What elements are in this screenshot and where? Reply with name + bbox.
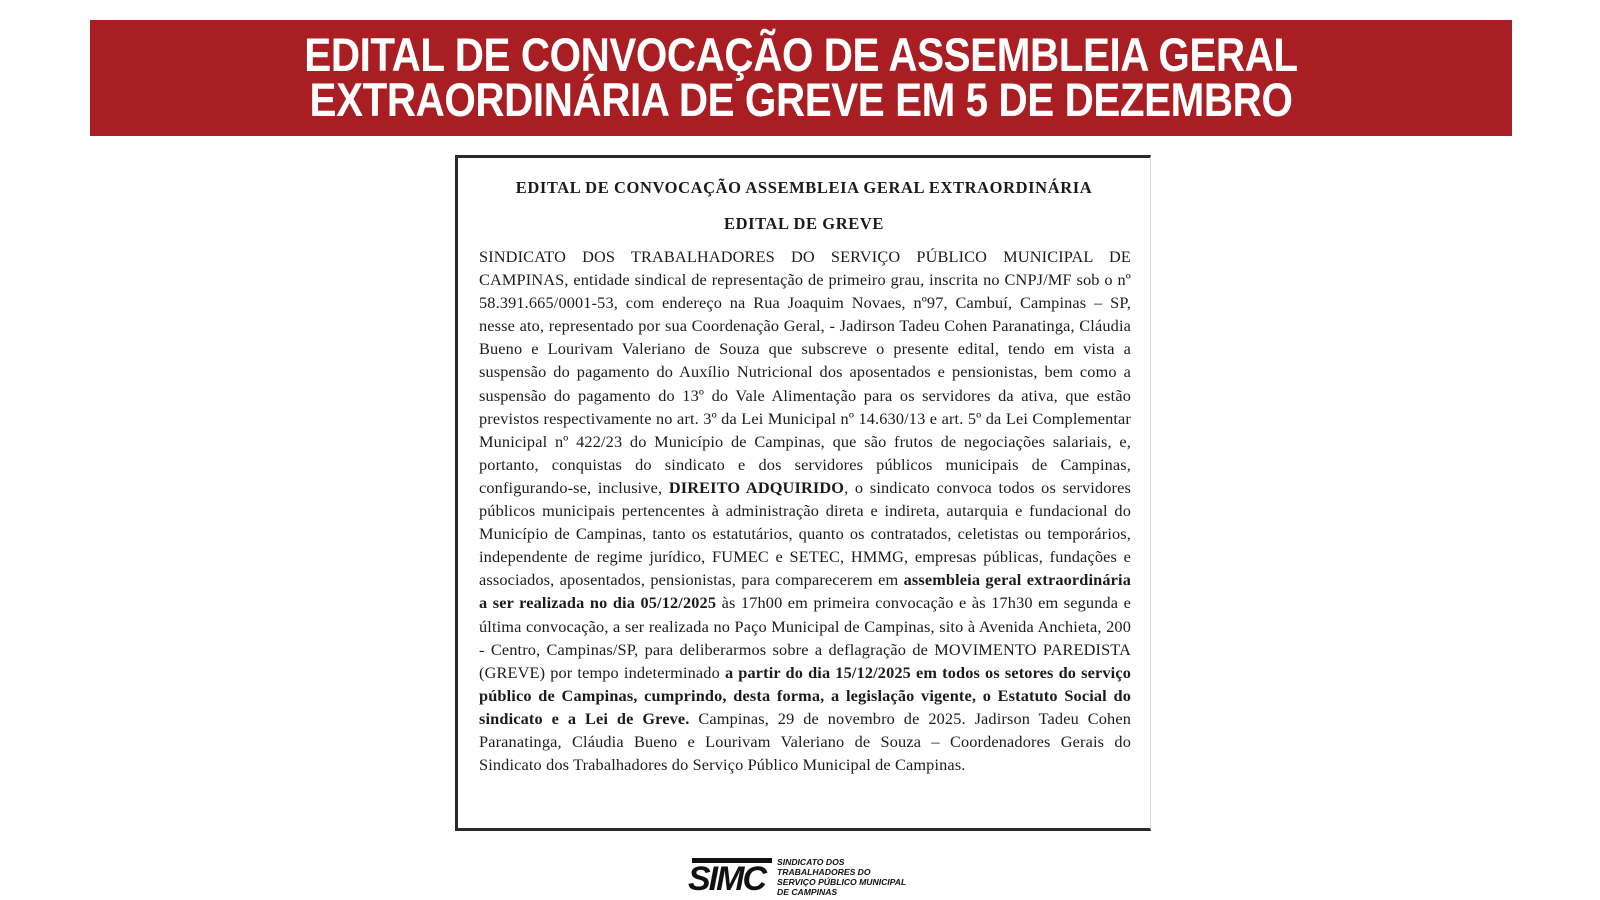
body-bold-3: a partir do dia 15/12/2025 em todos os setores do serviço público de Campinas, cumprindo, desta forma, a legislação vigente, o Estatuto Social do sindicato e a Lei de Greve.	[479, 662, 1131, 728]
body-text-2: , o sindicato convoca todos os servidores públicos municipais pertencentes à administração direta e indireta, autarquia e fundacional do Município de Campinas, tanto os estatutários, quanto os contratados, celetistas ou temporários, independente de regime jurídico, FUMEC e SETEC, HMMG, empresas públicas, fundações e associados, aposentados, pensionistas, para comparecerem em	[479, 477, 1131, 590]
logo-caption-line: TRABALHADORES DO	[777, 867, 871, 877]
edital-document	[455, 155, 1151, 831]
headline-banner	[90, 20, 1512, 136]
body-bold-2: assembleia geral extraordinária a ser realizada no dia 05/12/2025	[479, 570, 1132, 613]
body-text-3: às 17h00 em primeira convocação e às 17h30 em segunda e última convocação, a ser realizada no Paço Municipal de Campinas, sito à Avenida Anchieta, 200 - Centro, Campinas/SP, para deliberarmos sobre a deflagração de MOVIMENTO PAREDISTA (GREVE) por tempo indeterminado	[479, 593, 1131, 682]
logo-caption-line: SINDICATO DOS	[777, 857, 845, 867]
document-title: EDITAL DE CONVOCAÇÃO ASSEMBLEIA GERAL EXTRAORDINÁRIA	[515, 178, 1093, 197]
logo-caption-line: SERVIÇO PÚBLICO MUNICIPAL	[777, 877, 907, 887]
headline-line-1: EDITAL DE CONVOCAÇÃO DE ASSEMBLEIA GERAL	[304, 28, 1298, 81]
body-text-1: SINDICATO DOS TRABALHADORES DO SERVIÇO PÚBLICO MUNICIPAL DE CAMPINAS, entidade sindical de representação de primeiro grau, inscrita no CNPJ/MF sob o nº 58.391.665/0001-53, com endereço na Rua Joaquim Novaes, nº97, Cambuí, Campinas – SP, nesse ato, representado por sua Coordenação Geral, - Jadirson Tadeu Cohen Paranatinga, Cláudia Bueno e Lourivam Valeriano de Souza que subscreve o presente edital, tendo em vista a suspensão do pagamento do Auxílio Nutricional dos aposentados e pensionistas, bem como a suspensão do pagamento do 13º do Vale Alimentação para os servidores da ativa, que estão previstos respectivamente no art. 3º da Lei Municipal nº 14.630/13 e art. 5º da Lei Complementar Municipal nº 422/23 do Município de Campinas, que são frutos de negociações salariais, e, portanto, conquistas do sindicato e dos servidores públicos municipais de Campinas, configurando-se, inclusive,	[479, 247, 1131, 497]
headline-line-2: EXTRAORDINÁRIA DE GREVE EM 5 DE DEZEMBRO	[309, 73, 1293, 126]
document-subtitle: EDITAL DE GREVE	[724, 214, 884, 233]
body-bold-1: DIREITO ADQUIRIDO	[668, 477, 845, 497]
logo-caption	[777, 857, 927, 897]
document-body	[479, 245, 1131, 776]
body-text-4: Campinas, 29 de novembro de 2025. Jadirson Tadeu Cohen Paranatinga, Cláudia Bueno e Lourivam Valeriano de Souza – Coordenadores Gerais do Sindicato dos Trabalhadores do Serviço Público Municipal de Campinas.	[479, 708, 1132, 775]
logo-wordmark: SIMC	[688, 860, 765, 898]
simc-logo	[688, 857, 928, 897]
logo-mark	[688, 857, 772, 897]
logo-caption-line: DE CAMPINAS	[777, 887, 838, 897]
